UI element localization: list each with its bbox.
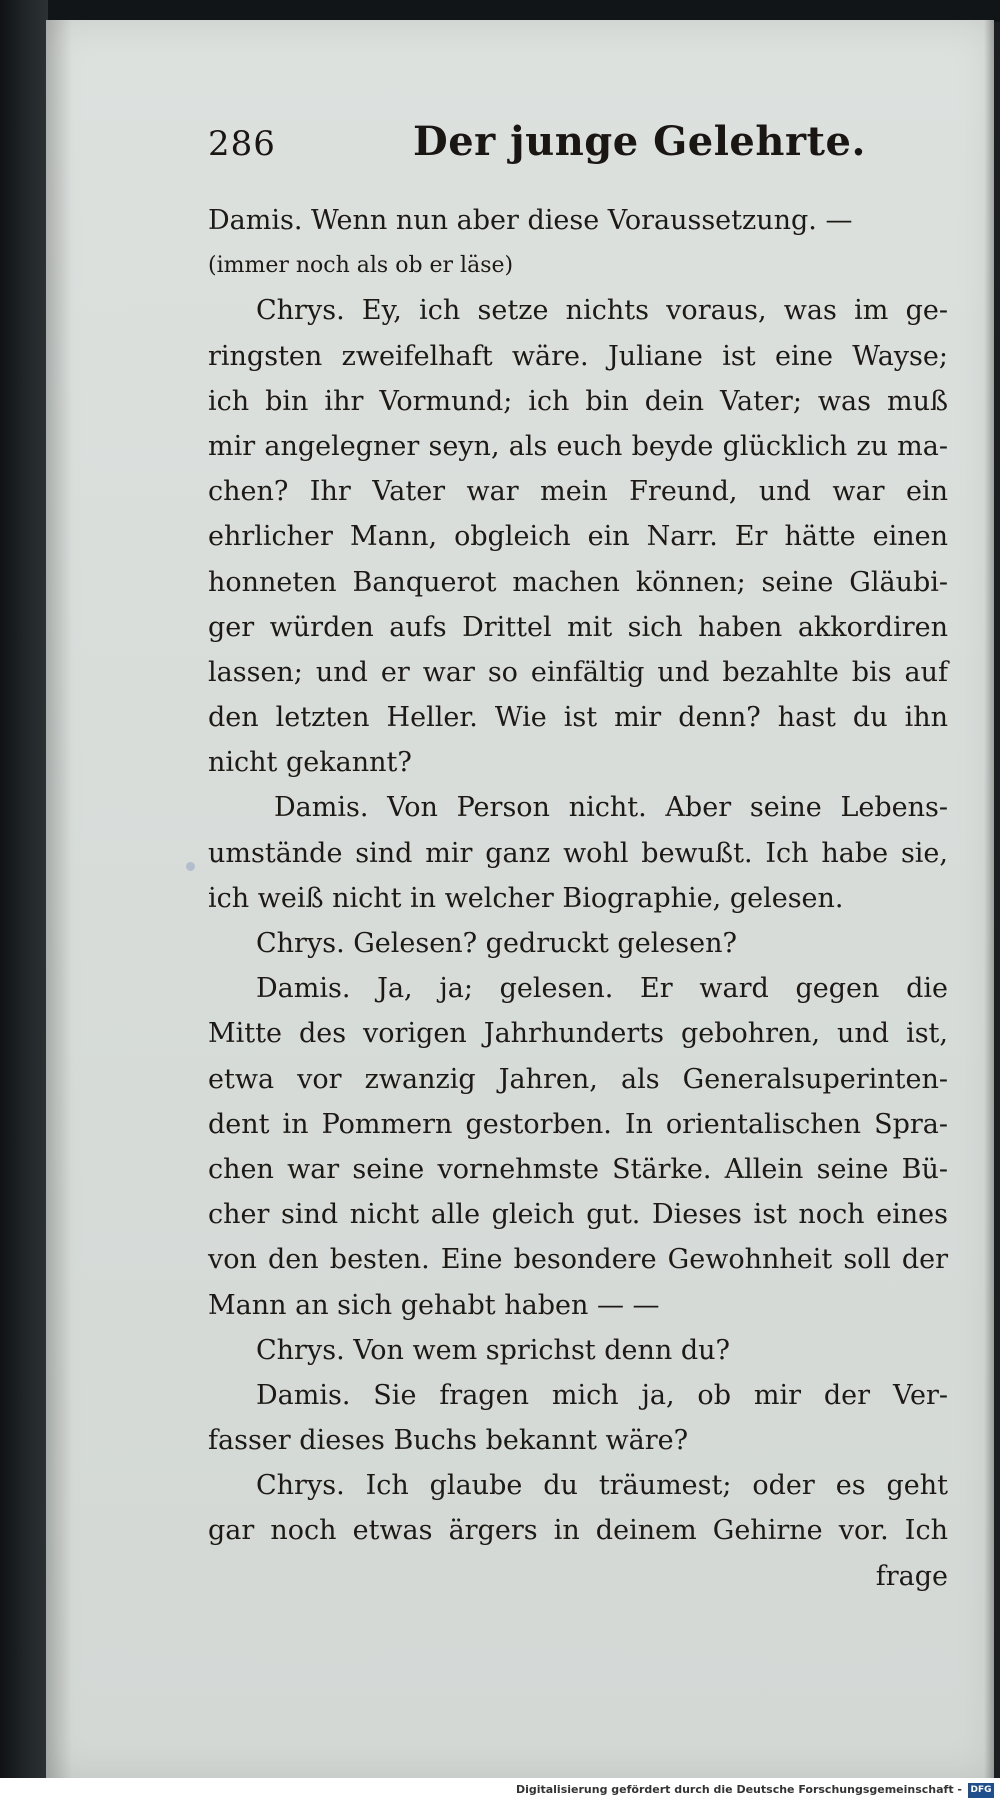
text-line: umstände sind mir ganz wohl bewußt. Ich habe sie, [208,837,948,869]
text-line: ehrlicher Mann, obgleich ein Narr. Er hätte einen [208,521,948,553]
text-line: ich bin ihr Vormund; ich bin dein Vater; was muß [208,385,948,417]
text-line: nicht gekannt? [208,747,412,779]
text-line: mir angelegner seyn, als euch beyde glücklich zu ma- [208,430,948,462]
dfg-logo: DFG [968,1783,994,1798]
body-text [208,198,948,1599]
page-right-edge [984,20,994,1778]
text-line: gar noch etwas ärgers in deinem Gehirne vor. Ich [208,1515,948,1547]
text-line: ger würden aufs Drittel mit sich haben akkordiren [208,611,948,643]
text-line: Damis. Ja, ja; gelesen. Er ward gegen die [256,973,948,1005]
digitization-footer [0,1778,1000,1803]
paper-speck [186,862,195,871]
text-line: honneten Banquerot machen können; seine Gläubi- [208,566,948,598]
text-line: chen? Ihr Vater war mein Freund, und war ein [208,476,948,508]
funding-credit: Digitalisierung gefördert durch die Deutsche Forschungsgemeinschaft - [515,1783,962,1796]
text-line: Damis. Sie fragen mich ja, ob mir der Ver- [256,1379,948,1411]
scan-top-edge [0,0,1000,22]
text-line: Damis. Von Person nicht. Aber seine Lebens- [274,792,948,824]
text-line: von den besten. Eine besondere Gewohnheit soll der [208,1244,948,1276]
gutter-shadow [46,20,72,1778]
text-line: Mann an sich gehabt haben — — [208,1289,660,1321]
text-line: Chrys. Ich glaube du träumest; oder es geht [256,1470,948,1502]
text-line: den letzten Heller. Wie ist mir denn? hast du ihn [208,702,948,734]
text-line: Chrys. Ey, ich setze nichts voraus, was im ge- [256,295,948,327]
stage-direction: (immer noch als ob er läse) [208,253,514,279]
text-line: etwa vor zwanzig Jahren, als Generalsuperinten- [208,1063,948,1095]
text-line: Chrys. Gelesen? gedruckt gelesen? [256,928,738,959]
text-line: lassen; und er war so einfältig und bezahlte bis auf [208,656,948,688]
running-head: Der junge Gelehrte. [413,118,866,165]
text-line: fasser dieses Buchs bekannt wäre? [208,1425,689,1457]
text-line: cher sind nicht alle gleich gut. Dieses ist noch eines [208,1199,948,1231]
text-line: Damis. Wenn nun aber diese Voraussetzung. — [208,205,853,236]
text-line: Mitte des vorigen Jahrhunderts gebohren, und ist, [208,1018,948,1050]
book-spine-edge [0,0,48,1803]
text-line: dent in Pommern gestorben. In orientalischen Spra- [208,1108,948,1140]
catchword: frage [875,1560,948,1592]
page-header [168,118,948,178]
text-line: Chrys. Von wem sprichst denn du? [256,1334,731,1366]
text-line: ich weiß nicht in welcher Biographie, gelesen. [208,882,844,914]
text-line: chen war seine vornehmste Stärke. Allein seine Bü- [208,1153,948,1185]
text-line: ringsten zweifelhaft wäre. Juliane ist eine Wayse; [208,340,948,372]
page-number: 286 [208,124,276,164]
